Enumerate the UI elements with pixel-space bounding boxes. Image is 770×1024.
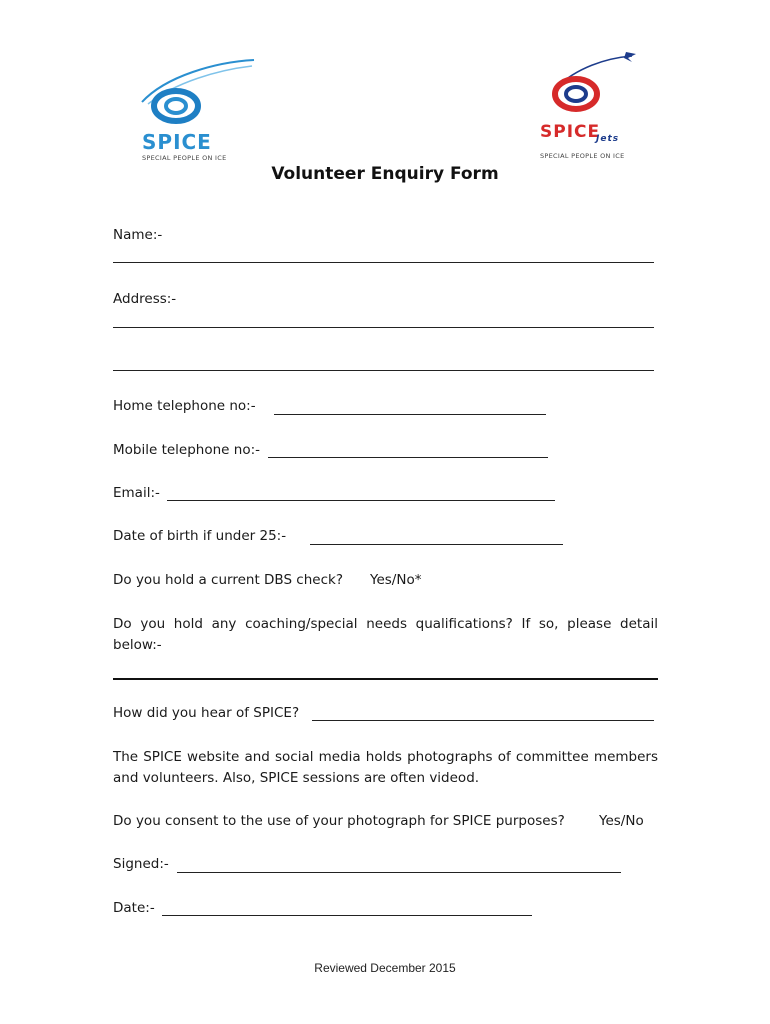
spice-jets-logo-word: SPICE [540,122,601,142]
address-field-line-1[interactable] [113,327,654,328]
qualifications-field[interactable] [113,678,658,680]
home-telephone-field[interactable] [274,414,546,415]
dbs-options[interactable]: Yes/No* [370,572,422,588]
hear-of-spice-label: How did you hear of SPICE? [113,705,300,721]
date-label: Date:- [113,900,155,916]
qualifications-question: Do you hold any coaching/special needs qualifications? If so, please detail below:- [113,616,658,653]
signed-label: Signed:- [113,856,169,872]
spice-jets-logo-tagline: SPECIAL PEOPLE ON ICE [540,152,625,160]
spice-jets-logo-graphic [536,48,640,126]
photo-consent-question: Do you consent to the use of your photograph for SPICE purposes? [113,813,565,829]
address-label: Address:- [113,291,177,307]
date-field[interactable] [162,915,532,916]
dbs-question: Do you hold a current DBS check? [113,572,343,588]
reviewed-footer: Reviewed December 2015 [314,961,456,975]
home-telephone-label: Home telephone no:- [113,398,256,414]
spice-logo-graphic [136,58,256,138]
date-of-birth-label: Date of birth if under 25:- [113,528,287,544]
email-label: Email:- [113,485,160,501]
name-label: Name:- [113,227,163,243]
photo-consent-options[interactable]: Yes/No [599,813,644,829]
hear-of-spice-field[interactable] [312,720,654,721]
date-of-birth-field[interactable] [310,544,563,545]
name-field[interactable] [113,262,654,263]
spice-logo [136,58,256,164]
address-field-line-2[interactable] [113,370,654,371]
spice-logo-tagline: SPECIAL PEOPLE ON ICE [142,154,227,162]
photo-notice: The SPICE website and social media holds photographs of committee members and volunteers. Also, SPICE sessions are often videod. [113,749,658,786]
jet-icon [624,52,636,62]
signature-field[interactable] [177,872,621,873]
mobile-telephone-label: Mobile telephone no:- [113,442,261,458]
spice-logo-word: SPICE [142,130,212,154]
spice-jets-logo [536,48,640,162]
form-title: Volunteer Enquiry Form [271,164,499,184]
email-field[interactable] [167,500,555,501]
mobile-telephone-field[interactable] [268,457,548,458]
spice-jets-logo-jets: Jets [596,134,620,144]
